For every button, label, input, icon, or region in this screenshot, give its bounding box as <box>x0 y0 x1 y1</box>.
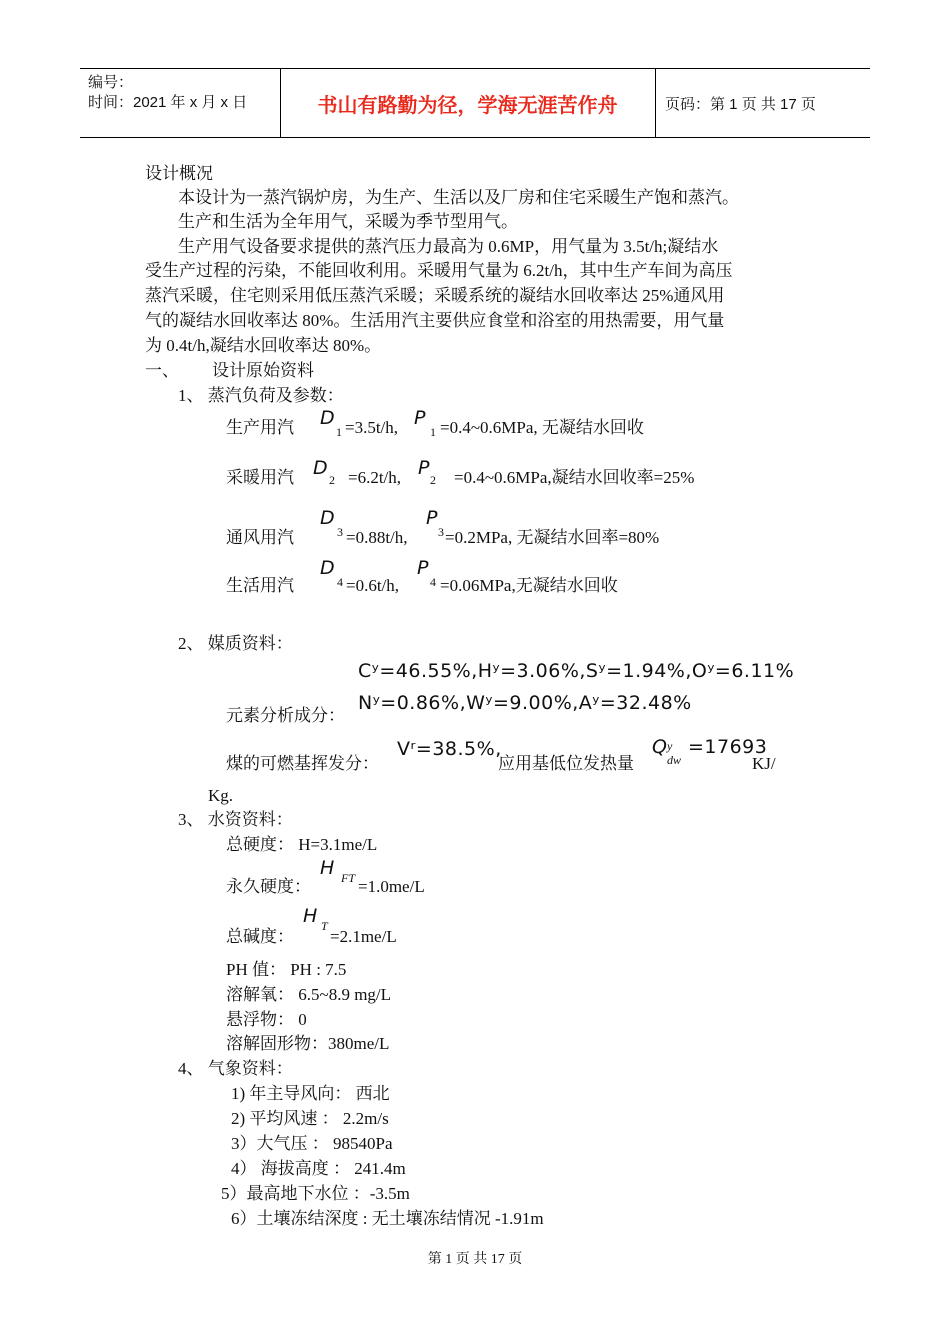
weather-item: 1) 年主导风向： 西北 <box>231 1084 390 1103</box>
p-symbol: P <box>418 457 430 479</box>
heat-symbol: Q <box>652 736 668 758</box>
time-label: 时间：2021 年 x 月 x 日 <box>88 94 248 111</box>
p-subscript: 2 <box>430 473 436 487</box>
p-subscript: 3 <box>438 525 444 539</box>
intro-title: 设计概况 <box>145 164 213 183</box>
d-subscript: 4 <box>337 575 343 589</box>
d-symbol: D <box>313 457 328 479</box>
p-value: =0.4~0.6MPa,凝结水回收率=25% <box>454 468 695 487</box>
heat-label: 应用基低位发热量 <box>498 754 634 773</box>
total-hardness: 总硬度： H=3.1me/L <box>226 835 378 854</box>
weather-item: 4） 海拔高度 ： 241.4m <box>231 1159 406 1178</box>
p-symbol: P <box>414 407 426 429</box>
number-label: 编号： <box>88 74 134 91</box>
alkalinity-label: 总碱度： <box>226 927 294 946</box>
weather-item: 5）最高地下水位 ：-3.5m <box>221 1184 410 1203</box>
steam-label: 通风用汽 <box>226 528 294 547</box>
intro-paragraph: 生产用气设备要求提供的蒸汽压力最高为 0.6MP，用气量为 3.5t/h;凝结水 <box>178 237 719 256</box>
p-value: =0.2MPa, 无凝结水回率=80% <box>445 528 660 547</box>
steam-label: 生活用汽 <box>226 576 294 595</box>
weather-heading: 4、 气象资料： <box>178 1059 293 1078</box>
intro-paragraph: 气的凝结水回收率达 80%。生活用汽主要供应食堂和浴室的用热需要，用气量 <box>145 311 725 330</box>
heat-value: =17693 <box>688 736 768 758</box>
d-value: =0.6t/h, <box>346 576 400 595</box>
page-footer: 第 1 页 共 17 页 <box>427 1252 523 1267</box>
ph-value: PH 值： PH : 7.5 <box>226 960 347 979</box>
p-subscript: 1 <box>430 425 436 439</box>
intro-paragraph: 生产和生活为全年用气，采暖为季节型用气。 <box>178 212 518 231</box>
h-subscript: T <box>321 919 328 933</box>
section-number: 一、 <box>145 361 179 380</box>
dissolved-oxygen: 溶解氧： 6.5~8.9 mg/L <box>226 985 392 1004</box>
d-value: =0.88t/h, <box>346 528 408 547</box>
heat-unit-cont: Kg. <box>208 786 234 805</box>
p-symbol: P <box>417 557 429 579</box>
d-symbol: D <box>320 557 335 579</box>
weather-item: 6）土壤冻结深度 : 无土壤冻结情况 -1.91m <box>231 1209 544 1228</box>
element-analysis-label: 元素分析成分： <box>226 706 345 725</box>
coal-formula-2: Nʸ=0.86%,Wʸ=9.00%,Aʸ=32.48% <box>358 692 692 714</box>
h-symbol: H <box>303 905 318 927</box>
header-meta <box>88 73 247 113</box>
permanent-hardness-label: 永久硬度： <box>226 877 311 896</box>
volatile-formula: Vʳ=38.5%, <box>397 738 502 760</box>
d-subscript: 3 <box>337 525 343 539</box>
header-divider <box>655 69 656 137</box>
d-value: =6.2t/h, <box>348 468 402 487</box>
header-motto: 书山有路勤为径，学海无涯苦作舟 <box>317 92 618 117</box>
suspended-solids: 悬浮物： 0 <box>226 1010 307 1029</box>
d-value: =3.5t/h, <box>345 418 399 437</box>
heat-superscript: y <box>667 739 673 753</box>
weather-item: 2) 平均风速 ： 2.2m/s <box>231 1109 389 1128</box>
intro-paragraph: 受生产过程的污染，不能回收利用。采暖用气量为 6.2t/h，其中生产车间为高压 <box>145 261 733 280</box>
weather-item: 3）大气压 ： 98540Pa <box>231 1134 393 1153</box>
d-symbol: D <box>320 407 335 429</box>
water-heading: 3、 水资资料： <box>178 810 293 829</box>
d-symbol: D <box>320 507 335 529</box>
steam-label: 生产用汽 <box>226 418 294 437</box>
volatile-label: 煤的可燃基挥发分： <box>226 754 379 773</box>
coal-formula-1: Cʸ=46.55%,Hʸ=3.06%,Sʸ=1.94%,Oʸ=6.11% <box>358 660 795 682</box>
intro-paragraph: 蒸汽采暖，住宅则采用低压蒸汽采暖；采暖系统的凝结水回收率达 25%通风用 <box>145 286 725 305</box>
intro-paragraph: 为 0.4t/h,凝结水回收率达 80%。 <box>145 336 382 355</box>
steam-heading: 1、 蒸汽负荷及参数： <box>178 386 344 405</box>
section-title: 设计原始资料 <box>212 361 314 380</box>
intro-paragraph: 本设计为一蒸汽锅炉房，为生产、生活以及厂房和住宅采暖生产饱和蒸汽。 <box>178 188 739 207</box>
p-symbol: P <box>426 507 438 529</box>
permanent-hardness-value: =1.0me/L <box>358 877 425 896</box>
h-subscript: FT <box>341 871 356 885</box>
dissolved-solids: 溶解固形物：380me/L <box>226 1034 390 1053</box>
p-value: =0.4~0.6MPa, 无凝结水回收 <box>440 418 644 437</box>
heat-subscript: dw <box>667 753 682 767</box>
steam-label: 采暖用汽 <box>226 468 294 487</box>
coal-heading: 2、 媒质资料： <box>178 634 293 653</box>
page-header <box>80 68 870 138</box>
d-subscript: 1 <box>336 425 342 439</box>
h-symbol: H <box>320 857 335 879</box>
p-value: =0.06MPa,无凝结水回收 <box>440 576 618 595</box>
header-page-info: 页码：第 1 页 共 17 页 <box>665 96 816 113</box>
alkalinity-value: =2.1me/L <box>330 927 397 946</box>
d-subscript: 2 <box>329 473 335 487</box>
p-subscript: 4 <box>430 575 436 589</box>
heat-unit: KJ/ <box>752 754 776 773</box>
